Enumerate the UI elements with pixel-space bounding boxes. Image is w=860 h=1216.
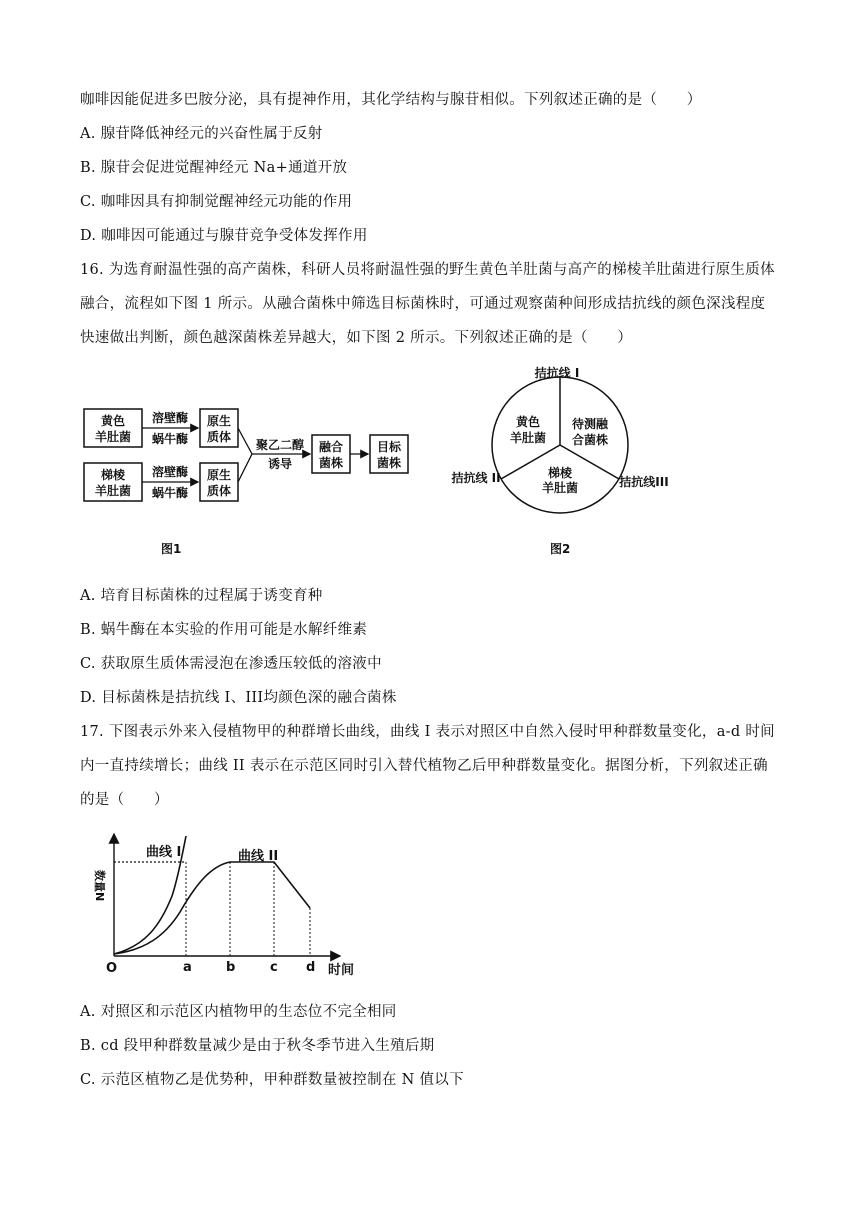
- label-enzyme-bot-2: 蜗牛酶: [151, 486, 189, 500]
- label-sector-tiling-1: 梯棱: [547, 466, 573, 480]
- label-sector-test-1: 待测融: [571, 417, 609, 431]
- label-antagonism-1: 拮抗线 I: [534, 366, 580, 380]
- label-enzyme-top-2: 蜗牛酶: [151, 432, 189, 446]
- label-fused-2: 菌株: [318, 456, 344, 470]
- label-yellow-1: 黄色: [100, 414, 126, 428]
- figure2-caption: 图2: [550, 542, 571, 556]
- curve-1-label: 曲线 I: [146, 845, 182, 860]
- q16-stem-line1: 16. 为选育耐温性强的高产菌株，科研人员将耐温性强的野生黄色羊肚菌与高产的梯棱羊肚菌进行原生质体: [80, 262, 775, 278]
- arrow-merge-bottom: [238, 454, 252, 482]
- q16-option-d: D. 目标菌株是拮抗线 I、III均颜色深的融合菌株: [80, 690, 397, 706]
- label-proto-bot-2: 质体: [206, 484, 232, 498]
- label-peg-1: 聚乙二醇: [255, 438, 305, 452]
- label-sector-yellow-2: 羊肚菌: [509, 431, 547, 445]
- q15-option-a: A. 腺苷降低神经元的兴奋性属于反射: [80, 126, 323, 142]
- q17-stem-line2: 内一直持续增长；曲线 II 表示在示范区同时引入替代植物乙后甲种群数量变化。据图分析，下列叙述正确: [80, 758, 768, 774]
- q17-option-b: B. cd 段甲种群数量减少是由于秋冬季节进入生殖后期: [80, 1038, 435, 1054]
- figure2-plate: [440, 360, 680, 520]
- label-antagonism-3: 拮抗线III: [619, 475, 669, 489]
- tick-label-d: d: [306, 960, 316, 975]
- q17-option-c: C. 示范区植物乙是优势种，甲种群数量被控制在 N 值以下: [80, 1072, 464, 1088]
- label-peg-2: 诱导: [267, 457, 293, 471]
- q15-stem: 咖啡因能促进多巴胺分泌，具有提神作用，其化学结构与腺苷相似。下列叙述正确的是（ ）: [80, 92, 702, 108]
- figure1-caption: 图1: [161, 542, 182, 556]
- arrow-merge-top: [238, 428, 252, 454]
- label-target-2: 菌株: [376, 456, 402, 470]
- label-sector-yellow-1: 黄色: [515, 415, 541, 429]
- tick-label-a: a: [183, 960, 192, 975]
- label-tiling-1: 梯棱: [100, 468, 126, 482]
- label-yellow-2: 羊肚菌: [94, 430, 132, 444]
- q16-option-a: A. 培育目标菌株的过程属于诱变育种: [80, 588, 323, 604]
- q17-option-a: A. 对照区和示范区内植物甲的生态位不完全相同: [80, 1004, 397, 1020]
- q16-option-c: C. 获取原生质体需浸泡在渗透压较低的溶液中: [80, 656, 382, 672]
- curve-2-label: 曲线 II: [238, 849, 279, 864]
- q15-option-b: B. 腺苷会促进觉醒神经元 Na+通道开放: [80, 160, 348, 176]
- label-enzyme-top-1: 溶壁酶: [151, 411, 189, 425]
- y-axis-label: 数量N: [93, 870, 106, 902]
- label-enzyme-bot-1: 溶壁酶: [151, 465, 189, 479]
- label-fused-1: 融合: [318, 440, 344, 454]
- tick-label-b: b: [226, 960, 236, 975]
- q16-stem-line3: 快速做出判断，颜色越深菌株差异越大，如下图 2 所示。下列叙述正确的是（ ）: [80, 330, 633, 346]
- q15-option-c: C. 咖啡因具有抑制觉醒神经元功能的作用: [80, 194, 353, 210]
- label-proto-top-2: 质体: [206, 430, 232, 444]
- population-growth-graph: [90, 826, 380, 978]
- q15-option-d: D. 咖啡因可能通过与腺苷竞争受体发挥作用: [80, 228, 368, 244]
- q16-option-b: B. 蜗牛酶在本实验的作用可能是水解纤维素: [80, 622, 368, 638]
- label-sector-tiling-2: 羊肚菌: [541, 481, 579, 495]
- origin-label: O: [106, 961, 118, 976]
- q17-stem-line1: 17. 下图表示外来入侵植物甲的种群增长曲线，曲线 I 表示对照区中自然入侵时甲种群数量变化，a-d 时间: [80, 724, 775, 740]
- label-antagonism-2: 拮抗线 II: [451, 471, 501, 485]
- tick-label-c: c: [270, 960, 278, 975]
- q16-stem-line2: 融合，流程如下图 1 所示。从融合菌株中筛选目标菌株时，可通过观察菌种间形成拮抗线的颜色深浅程度: [80, 296, 766, 312]
- figure1-flowchart: [80, 395, 420, 515]
- label-proto-top-1: 原生: [206, 414, 232, 428]
- label-tiling-2: 羊肚菌: [94, 484, 132, 498]
- label-target-1: 目标: [376, 440, 402, 454]
- q17-stem-line3: 的是（ ）: [80, 792, 169, 808]
- x-axis-label: 时间: [328, 963, 355, 978]
- label-sector-test-2: 合菌株: [571, 433, 609, 447]
- label-proto-bot-1: 原生: [206, 468, 232, 482]
